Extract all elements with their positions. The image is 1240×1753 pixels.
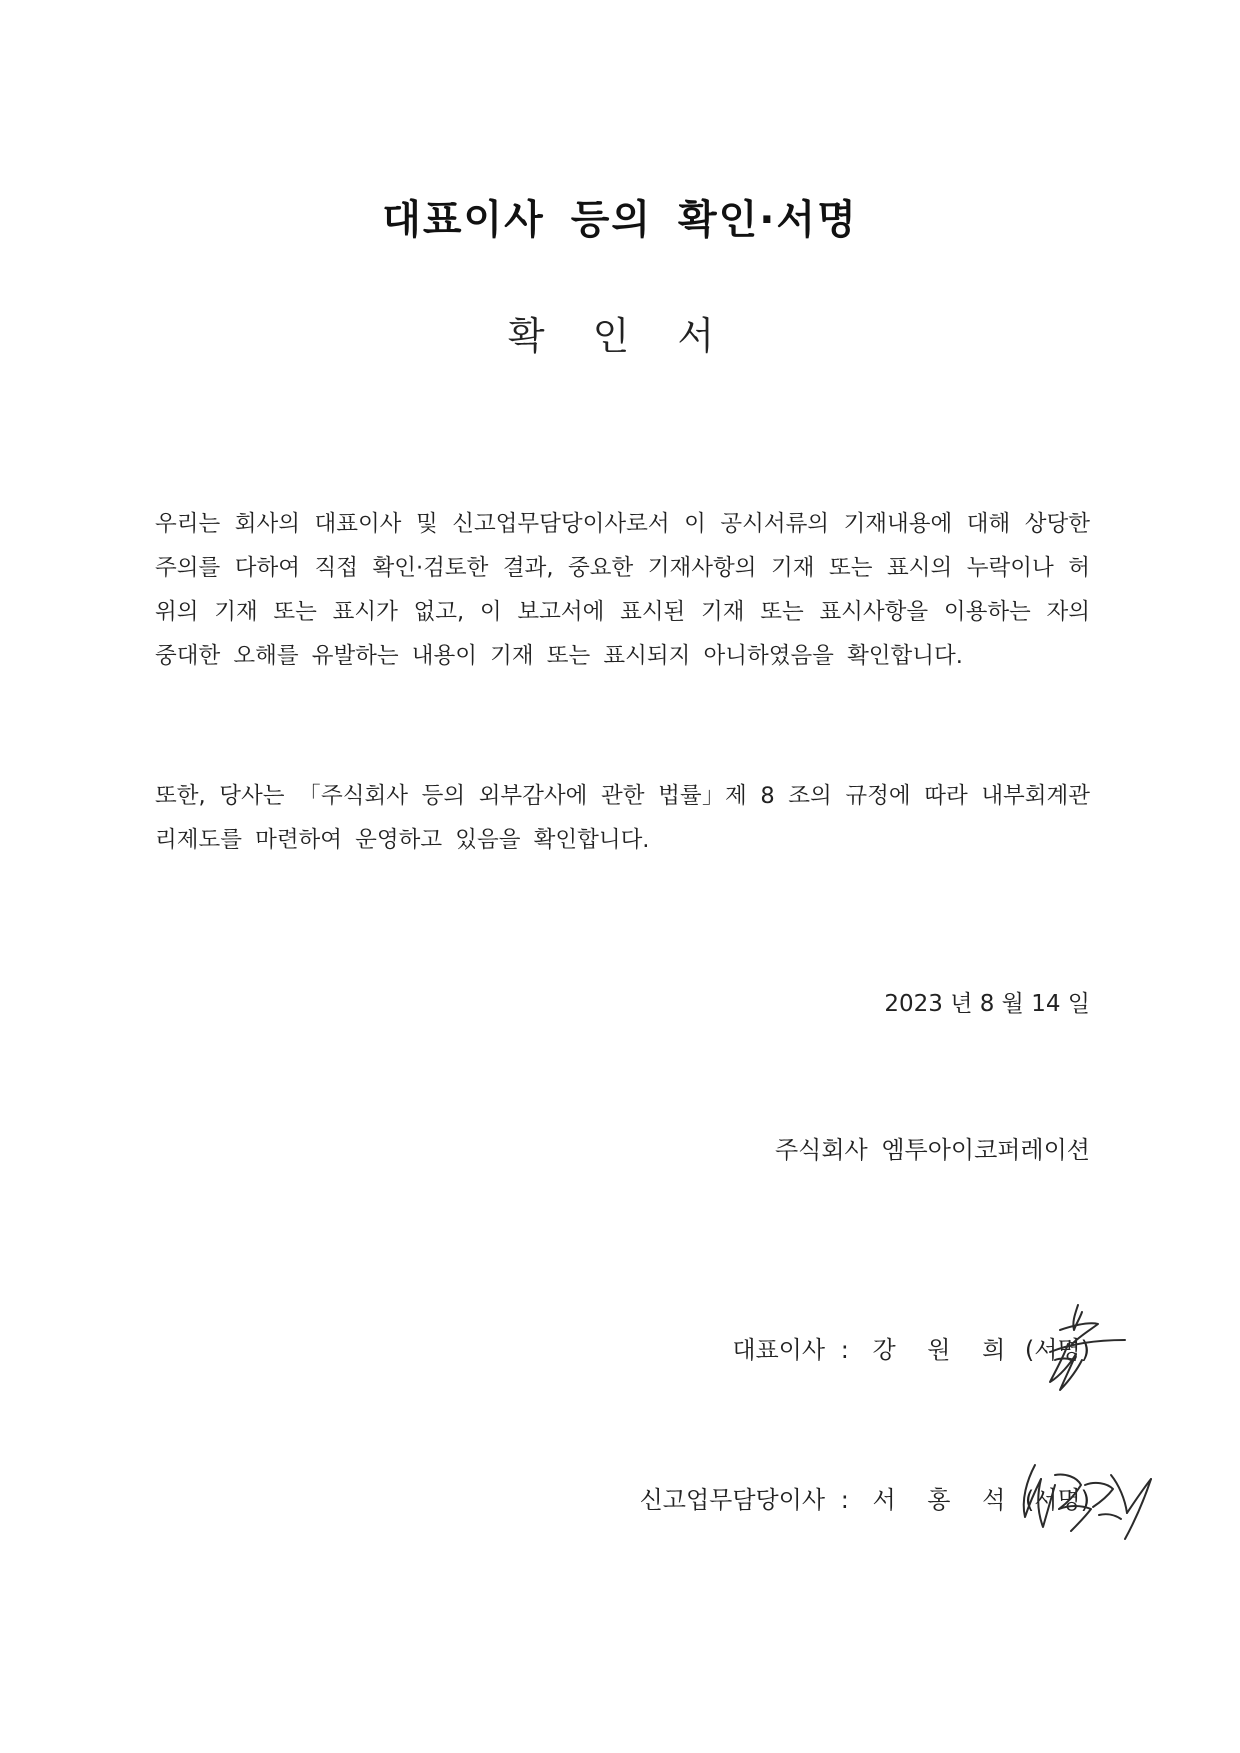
- cfo-name: 서 홍 석: [872, 1486, 1018, 1514]
- internal-control-paragraph: 또한, 당사는 「주식회사 등의 외부감사에 관한 법률」제 8 조의 규정에 따라 내부회계관리제도를 마련하여 운영하고 있음을 확인합니다.: [155, 783, 1090, 853]
- ceo-separator: :: [840, 1336, 849, 1364]
- confirmation-paragraph: 우리는 회사의 대표이사 및 신고업무담당이사로서 이 공시서류의 기재내용에 대해 상당한 주의를 다하여 직접 확인·검토한 결과, 중요한 기재사항의 기재 또는 표시의 누락이나 허위의 기재 또는 표시가 없고, 이 보고서에 표시된 기재 또는 표시사항을 이용하는 자의 중대한 오해를 유발하는 내용이 기재 또는 표시되지 아니하였음을 확인합니다.: [155, 511, 1090, 669]
- cfo-signature-line: [640, 1480, 1090, 1515]
- cfo-separator: :: [840, 1486, 849, 1514]
- document-title: 대표이사 등의 확인·서명: [382, 197, 858, 243]
- ceo-signature-line: [732, 1330, 1090, 1365]
- cfo-sign-label: (서명): [1024, 1486, 1090, 1514]
- cfo-role: 신고업무담당이사: [639, 1486, 826, 1514]
- document-subtitle: 확 인 서: [507, 314, 733, 358]
- ceo-role: 대표이사: [732, 1336, 826, 1364]
- company-name: 주식회사 엠투아이코퍼레이션: [774, 1136, 1090, 1164]
- document-date: 2023 년 8 월 14 일: [884, 991, 1090, 1017]
- ceo-name: 강 원 희: [872, 1336, 1018, 1364]
- ceo-sign-label: (서명): [1024, 1336, 1090, 1364]
